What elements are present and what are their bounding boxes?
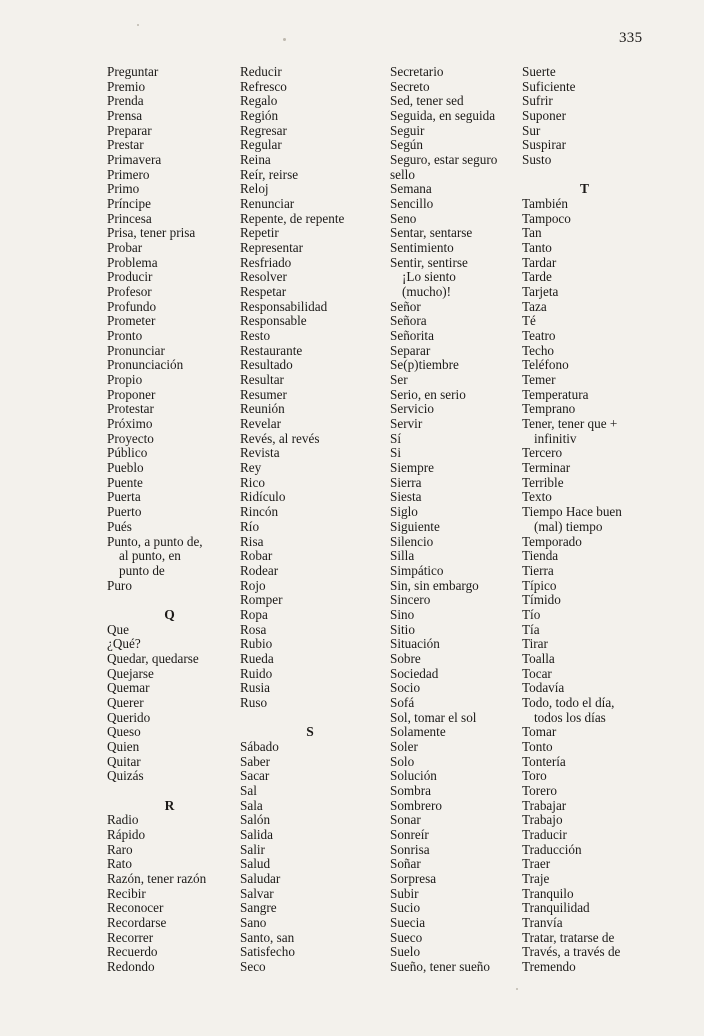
word-entry: Repente, de repente — [240, 210, 345, 226]
word-entry: Preparar — [107, 122, 152, 138]
word-entry: Tiempo Hace buen — [522, 504, 622, 520]
word-entry: Salud — [240, 856, 271, 872]
word-entry: Próximo — [107, 416, 153, 432]
word-entry: Protestar — [107, 401, 154, 417]
word-entry: Tierra — [522, 562, 554, 578]
word-entry: Sacar — [240, 768, 270, 784]
word-entry: Tranquilo — [522, 885, 574, 901]
word-entry: Terrible — [522, 474, 564, 490]
word-entry: Río — [240, 518, 260, 534]
word-entry: Tío — [522, 606, 541, 622]
word-entry: Secretario — [390, 64, 444, 79]
word-entry: Sala — [240, 797, 263, 813]
word-entry: Terminar — [522, 460, 571, 476]
word-entry: Prestar — [107, 137, 144, 153]
word-entry: Satisfecho — [240, 944, 295, 960]
word-entry: Traje — [522, 870, 550, 886]
word-entry: Restaurante — [240, 342, 303, 358]
word-entry: Sierra — [390, 474, 422, 490]
word-column-4 — [522, 65, 647, 975]
blank-line — [107, 784, 232, 799]
word-entry: Salón — [240, 812, 271, 828]
word-entry: Ridículo — [240, 489, 286, 505]
word-entry: Torero — [522, 782, 557, 798]
word-entry: Través, a través de — [522, 944, 621, 960]
word-entry: Reunión — [240, 401, 285, 417]
word-entry: Temperatura — [522, 386, 589, 402]
word-entry: Puerto — [107, 504, 142, 520]
word-entry: Primavera — [107, 152, 162, 168]
word-entry: Tremendo — [522, 958, 576, 974]
word-entry: Techo — [522, 342, 555, 358]
letter-heading: Q — [164, 606, 175, 622]
word-entry: Propio — [107, 372, 143, 388]
word-entry: Ruso — [240, 694, 268, 710]
word-entry-continuation: al punto, en — [119, 548, 181, 564]
word-entry: Primo — [107, 181, 140, 197]
word-entry: Temporado — [522, 533, 582, 549]
word-entry: sello — [390, 166, 415, 182]
word-entry: Recorrer — [107, 929, 154, 945]
word-entry: Teatro — [522, 328, 556, 344]
word-entry: Sed, tener sed — [390, 93, 464, 109]
word-entry: Renunciar — [240, 196, 295, 212]
word-entry: Radio — [107, 812, 139, 828]
word-entry: Punto, a punto de, — [107, 533, 203, 549]
word-entry: Representar — [240, 240, 303, 256]
word-entry: Se(p)tiembre — [390, 357, 459, 373]
word-entry: Tímido — [522, 592, 561, 608]
word-entry: Queso — [107, 724, 141, 740]
paper-speck — [137, 24, 139, 26]
word-entry: Puerta — [107, 489, 141, 505]
word-entry: Semana — [390, 181, 432, 197]
word-entry: Probar — [107, 240, 143, 256]
word-entry: Público — [107, 445, 148, 461]
word-entry: Quemar — [107, 680, 150, 696]
word-entry: Salir — [240, 841, 265, 857]
word-entry: Siempre — [390, 460, 434, 476]
word-entry: Tomar — [522, 724, 557, 740]
word-entry: Rubio — [240, 636, 273, 652]
word-entry: Razón, tener razón — [107, 870, 207, 886]
word-entry: Toro — [522, 768, 547, 784]
word-entry: Reconocer — [107, 900, 164, 916]
word-entry: Tranquilidad — [522, 900, 590, 916]
word-entry: Ropa — [240, 606, 268, 622]
word-entry: Quejarse — [107, 665, 154, 681]
word-entry: Tocar — [522, 665, 552, 681]
word-entry: Sincero — [390, 592, 431, 608]
word-entry: Señor — [390, 298, 421, 314]
word-entry: Subir — [390, 885, 419, 901]
word-entry: Temer — [522, 372, 556, 388]
word-entry: Salvar — [240, 885, 274, 901]
word-entry: Soler — [390, 738, 418, 754]
word-entry: Sufrir — [522, 93, 553, 109]
word-entry: Respetar — [240, 284, 287, 300]
word-entry: ¿Qué? — [107, 636, 141, 652]
word-entry: Revés, al revés — [240, 430, 320, 446]
word-entry: Sin, sin embargo — [390, 577, 479, 593]
word-entry: Seguro, estar seguro — [390, 152, 498, 168]
word-entry: Según — [390, 137, 423, 153]
word-entry: Secreto — [390, 78, 430, 94]
word-entry: Romper — [240, 592, 283, 608]
word-entry: Solo — [390, 753, 415, 769]
word-entry: Pronunciar — [107, 342, 165, 358]
word-entry: Sangre — [240, 900, 277, 916]
word-entry: Seco — [240, 958, 266, 974]
word-entry: Risa — [240, 533, 264, 549]
word-entry: Tardar — [522, 254, 557, 270]
word-entry: Rodear — [240, 562, 279, 578]
word-entry: Sonar — [390, 812, 421, 828]
word-entry: Seguida, en seguida — [390, 108, 496, 124]
letter-heading: T — [579, 181, 589, 197]
word-entry: Región — [240, 108, 279, 124]
word-entry: Pueblo — [107, 460, 144, 476]
word-entry: Salida — [240, 826, 273, 842]
word-entry-continuation: ¡Lo siento — [402, 269, 456, 285]
word-entry: Sano — [240, 914, 267, 930]
word-entry: Repetir — [240, 225, 279, 241]
word-entry: Revelar — [240, 416, 282, 432]
word-entry: Silla — [390, 548, 415, 564]
word-entry: Siglo — [390, 504, 418, 520]
word-entry: Suelo — [390, 944, 421, 960]
word-entry: Pronto — [107, 328, 143, 344]
word-entry: Tampoco — [522, 210, 571, 226]
word-entry: Pronunciación — [107, 357, 184, 373]
word-entry: Rosa — [240, 621, 267, 637]
word-entry: Susto — [522, 152, 552, 168]
word-entry: Traer — [522, 856, 551, 872]
word-entry: Príncipe — [107, 196, 151, 212]
word-entry: Querer — [107, 694, 144, 710]
word-entry: Rato — [107, 856, 132, 872]
word-column-2 — [240, 65, 380, 975]
word-entry: Sentir, sentirse — [390, 254, 468, 270]
word-entry: Sí — [390, 430, 401, 446]
word-entry: Sombra — [390, 782, 432, 798]
word-entry: Silencio — [390, 533, 434, 549]
word-entry: Rusia — [240, 680, 271, 696]
word-entry: Suponer — [522, 108, 566, 124]
word-entry-continuation: todos los días — [534, 709, 606, 725]
word-entry: Temprano — [522, 401, 576, 417]
word-entry: Solamente — [390, 724, 446, 740]
word-entry: Simpático — [390, 562, 444, 578]
word-entry-continuation: (mucho)! — [402, 284, 452, 300]
word-entry: Regular — [240, 137, 282, 153]
word-entry: Robar — [240, 548, 273, 564]
word-entry: Regalo — [240, 93, 278, 109]
word-entry: Tarjeta — [522, 284, 559, 300]
word-entry: Tonto — [522, 738, 553, 754]
word-entry: Rojo — [240, 577, 266, 593]
word-entry: Proponer — [107, 386, 156, 402]
word-entry: Recibir — [107, 885, 146, 901]
word-entry: Responsable — [240, 313, 307, 329]
word-entry: Regresar — [240, 122, 287, 138]
word-entry: Sociedad — [390, 665, 439, 681]
word-entry: Puente — [107, 474, 143, 490]
word-entry: Texto — [522, 489, 552, 505]
word-entry: Saludar — [240, 870, 281, 886]
word-column-3 — [390, 65, 515, 975]
word-column-1 — [107, 65, 232, 975]
word-entry: Rápido — [107, 826, 146, 842]
word-entry: Resto — [240, 328, 271, 344]
word-entry: Rico — [240, 474, 265, 490]
word-entry: Tienda — [522, 548, 559, 564]
word-entry-continuation: infinitiv — [534, 430, 577, 446]
word-entry: Taza — [522, 298, 547, 314]
blank-line — [107, 593, 232, 608]
word-entry: Sentimiento — [390, 240, 454, 256]
word-entry: Seno — [390, 210, 417, 226]
word-entry: Querido — [107, 709, 151, 725]
blank-line — [240, 711, 380, 726]
word-entry: Rincón — [240, 504, 279, 520]
word-entry: Resfriado — [240, 254, 292, 270]
word-entry: Sino — [390, 606, 415, 622]
word-entry: Prenda — [107, 93, 144, 109]
word-entry: Tanto — [522, 240, 552, 256]
word-entry: Separar — [390, 342, 431, 358]
word-entry: Primero — [107, 166, 150, 182]
word-entry: Proyecto — [107, 430, 154, 446]
word-entry: Seguir — [390, 122, 425, 138]
word-entry: Recordarse — [107, 914, 167, 930]
word-entry: Sofá — [390, 694, 415, 710]
word-entry: Tontería — [522, 753, 566, 769]
word-entry: Tan — [522, 225, 542, 241]
word-entry: Señora — [390, 313, 427, 329]
word-entry: Situación — [390, 636, 440, 652]
word-entry: También — [522, 196, 568, 212]
word-entry: Producir — [107, 269, 153, 285]
word-entry: Señorita — [390, 328, 434, 344]
word-entry: Socio — [390, 680, 421, 696]
word-entry: Tratar, tratarse de — [522, 929, 615, 945]
word-entry-continuation: (mal) tiempo — [534, 518, 603, 534]
word-entry: Reír, reirse — [240, 166, 299, 182]
word-entry: Quitar — [107, 753, 141, 769]
word-entry: Raro — [107, 841, 133, 857]
word-entry-continuation: punto de — [119, 562, 165, 578]
word-entry: Sueco — [390, 929, 423, 945]
blank-line — [522, 168, 647, 183]
paper-speck — [516, 988, 518, 990]
word-entry: Servir — [390, 416, 423, 432]
word-entry: Recuerdo — [107, 944, 158, 960]
word-entry: Revista — [240, 445, 280, 461]
word-entry: Tía — [522, 621, 540, 637]
word-entry: Tener, tener que + — [522, 416, 618, 432]
word-entry: Sal — [240, 782, 257, 798]
word-entry: Reloj — [240, 181, 269, 197]
word-entry: Refresco — [240, 78, 287, 94]
word-entry: Tirar — [522, 636, 548, 652]
word-entry: Sitio — [390, 621, 415, 637]
word-entry: Siesta — [390, 489, 422, 505]
word-entry: Tarde — [522, 269, 552, 285]
word-entry: Traducir — [522, 826, 567, 842]
word-entry: Sombrero — [390, 797, 443, 813]
word-entry: Sueño, tener sueño — [390, 958, 490, 974]
word-entry: Trabajar — [522, 797, 567, 813]
word-entry: Prensa — [107, 108, 143, 124]
word-entry: Quedar, quedarse — [107, 650, 199, 666]
word-entry: Ser — [390, 372, 408, 388]
word-entry: Prometer — [107, 313, 156, 329]
word-entry: Redondo — [107, 958, 155, 974]
word-entry: Rey — [240, 460, 262, 476]
word-entry: Puro — [107, 577, 132, 593]
word-entry: Princesa — [107, 210, 152, 226]
word-entry: Traducción — [522, 841, 582, 857]
word-entry: Suerte — [522, 64, 556, 79]
word-entry: Teléfono — [522, 357, 569, 373]
word-entry: Servicio — [390, 401, 434, 417]
letter-heading: R — [164, 797, 175, 813]
word-entry: Soñar — [390, 856, 421, 872]
word-entry: Sucio — [390, 900, 421, 916]
word-entry: Resumer — [240, 386, 287, 402]
word-entry: Todavía — [522, 680, 565, 696]
word-entry: Profesor — [107, 284, 152, 300]
word-entry: Resultado — [240, 357, 293, 373]
word-entry: Sábado — [240, 738, 279, 754]
word-entry: Pués — [107, 518, 132, 534]
word-entry: Trabajo — [522, 812, 563, 828]
word-entry: Resultar — [240, 372, 284, 388]
word-entry: Quizás — [107, 768, 144, 784]
word-entry: Solución — [390, 768, 437, 784]
word-entry: Tercero — [522, 445, 563, 461]
word-entry: Todo, todo el día, — [522, 694, 615, 710]
word-entry: Sonrisa — [390, 841, 430, 857]
word-entry: Ruido — [240, 665, 273, 681]
letter-heading: S — [306, 724, 314, 740]
word-entry: Sentar, sentarse — [390, 225, 473, 241]
word-entry: Típico — [522, 577, 557, 593]
word-entry: Responsabilidad — [240, 298, 328, 314]
word-entry: Quien — [107, 738, 140, 754]
word-entry: Reina — [240, 152, 271, 168]
word-entry: Sol, tomar el sol — [390, 709, 477, 725]
word-entry: Sonreír — [390, 826, 429, 842]
word-entry: Si — [390, 445, 401, 461]
word-entry: Resolver — [240, 269, 287, 285]
word-entry: Problema — [107, 254, 158, 270]
word-entry: Santo, san — [240, 929, 295, 945]
word-entry: Sencillo — [390, 196, 434, 212]
word-entry: Rueda — [240, 650, 274, 666]
word-entry: Prisa, tener prisa — [107, 225, 196, 241]
word-entry: Suspirar — [522, 137, 566, 153]
word-entry: Siguiente — [390, 518, 440, 534]
word-entry: Suecia — [390, 914, 426, 930]
word-entry: Preguntar — [107, 64, 159, 79]
word-entry: Toalla — [522, 650, 555, 666]
paper-speck — [283, 38, 286, 41]
word-entry: Profundo — [107, 298, 157, 314]
word-entry: Sur — [522, 122, 541, 138]
word-entry: Reducir — [240, 64, 282, 79]
word-entry: Premio — [107, 78, 146, 94]
word-entry: Suficiente — [522, 78, 576, 94]
word-entry: Saber — [240, 753, 271, 769]
word-entry: Té — [522, 313, 536, 329]
word-entry: Que — [107, 621, 129, 637]
word-entry: Sorpresa — [390, 870, 437, 886]
page-number: 335 — [619, 30, 643, 46]
word-entry: Tranvía — [522, 914, 563, 930]
word-entry: Serio, en serio — [390, 386, 466, 402]
word-entry: Sobre — [390, 650, 421, 666]
